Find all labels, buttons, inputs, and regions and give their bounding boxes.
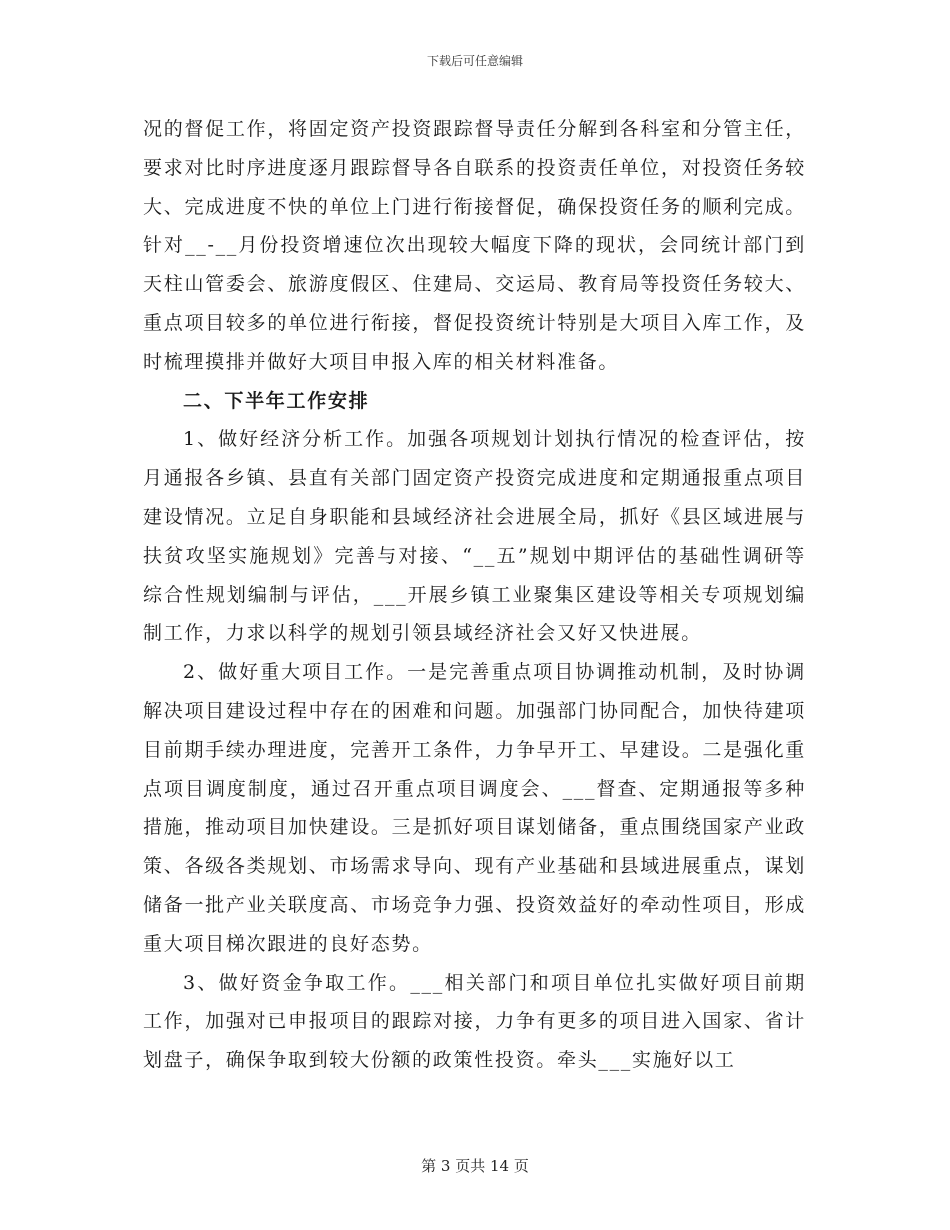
page-header: 下载后可任意编辑 <box>426 54 523 68</box>
paragraph-funding: 3、做好资金争取工作。___相关部门和项目单位扎实做好项目前期工作，加强对已申报项目的跟踪对接，力争有更多的项目进入国家、省计划盘子，确保争取到较大份额的政策性投资。牵头___实施好以工 <box>143 971 806 1072</box>
page-footer: 第 3 页共 14 页 <box>421 1157 529 1175</box>
paragraph-economic-analysis: 1、做好经济分析工作。加强各项规划计划执行情况的检查评估，按月通报各乡镇、县直有关部门固定资产投资完成进度和定期通报重点项目建设情况。立足自身职能和县域经济社会进展全局，抓好《县区域进展与扶贫攻坚实施规划》完善与对接、“__五”规划中期评估的基础性调研等综合性规划编制与评估，___开展乡镇工业聚集区建设等相关专项规划编制工作，力求以科学的规划引领县域经济社会又好又快进展。 <box>143 428 806 645</box>
paragraph-major-projects: 2、做好重大项目工作。一是完善重点项目协调推动机制，及时协调解决项目建设过程中存在的困难和问题。加强部门协同配合，加快待建项目前期手续办理进度，完善开工条件，力争早开工、早建设。二是强化重点项目调度制度，通过召开重点项目调度会、___督查、定期通报等多种措施，推动项目加快建设。三是抓好项目谋划储备，重点围绕国家产业政策、各级各类规划、市场需求导向、现有产业基础和县域进展重点，谋划储备一批产业关联度高、市场竞争力强、投资效益好的牵动性项目，形成重大项目梯次跟进的良好态势。 <box>143 661 806 955</box>
paragraph-investment-supervision: 况的督促工作，将固定资产投资跟踪督导责任分解到各科室和分管主任，要求对比时序进度逐月跟踪督导各自联系的投资责任单位，对投资任务较大、完成进度不快的单位上门进行衔接督促，确保投资任务的顺利完成。针对__-__月份投资增速位次出现较大幅度下降的现状，会同统计部门到天柱山管委会、旅游度假区、住建局、交运局、教育局等投资任务较大、重点项目较多的单位进行衔接，督促投资统计特别是大项目入库工作，及时梳理摸排并做好大项目申报入库的相关材料准备。 <box>143 118 806 373</box>
document-body <box>143 110 806 1080</box>
section-heading: 二、下半年工作安排 <box>183 389 370 412</box>
